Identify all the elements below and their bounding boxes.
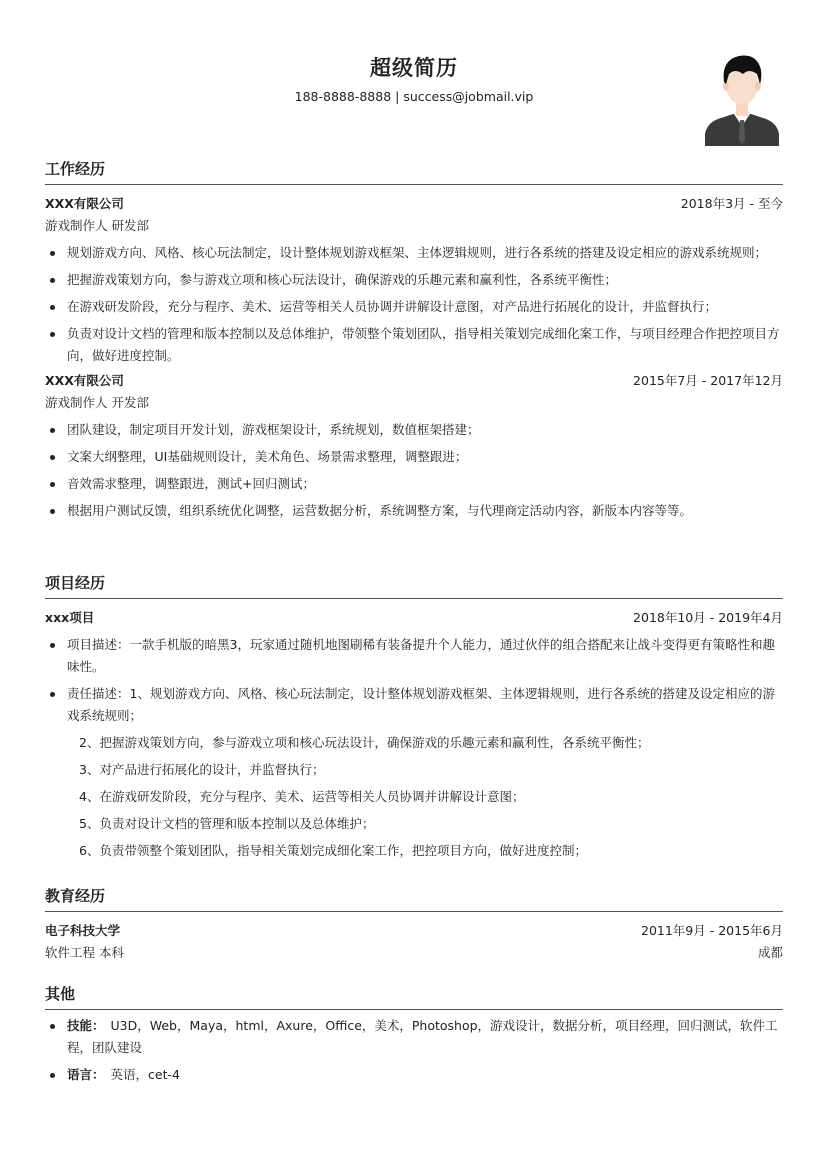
company-name: XXX有限公司	[45, 373, 124, 388]
other-section	[45, 983, 783, 1086]
list-item: 负责对设计文档的管理和版本控制以及总体维护，带领整个策划团队，指导相关策划完成细化案工作，与项目经理合作把控项目方向，做好进度控制。	[45, 323, 783, 367]
project-name: xxx项目	[45, 610, 95, 625]
responsibility-item: 4、在游戏研发阶段，充分与程序、美术、运营等相关人员协调并讲解设计意图；	[79, 789, 525, 804]
list-item: 文案大纲整理，UI基础规则设计，美术角色、场景需求整理，调整跟进；	[45, 446, 783, 468]
contact-info: 188-8888-8888 | success@jobmail.vip	[294, 89, 534, 104]
education-date: 2011年9月 - 2015年6月	[641, 923, 783, 938]
job-date: 2018年3月 - 至今	[680, 196, 783, 211]
skills-label: 技能：	[67, 1018, 105, 1033]
language-label: 语言：	[67, 1067, 105, 1082]
job-role: 游戏制作人 开发部	[45, 395, 149, 410]
resume-header	[45, 52, 783, 108]
responsibility-item: 2、把握游戏策划方向，参与游戏立项和核心玩法设计，确保游戏的乐趣元素和赢利性，各系统平衡性；	[79, 735, 650, 750]
project-details	[45, 634, 783, 727]
list-item: 团队建设，制定项目开发计划，游戏框架设计，系统规划，数值框架搭建；	[45, 419, 783, 441]
work-section	[45, 158, 783, 522]
responsibility-item: 3、对产品进行拓展化的设计，并监督执行；	[79, 762, 325, 777]
job-header	[45, 193, 783, 215]
project-header	[45, 607, 783, 629]
project-section-title: 项目经历	[45, 572, 783, 599]
work-section-title: 工作经历	[45, 158, 783, 185]
school-name: 电子科技大学	[45, 923, 121, 938]
city: 成都	[757, 945, 783, 960]
list-item: 责任描述：1、规划游戏方向、风格、核心玩法制定，设计整体规划游戏框架、主体逻辑规则，进行各系统的搭建及设定相应的游戏系统规则；	[45, 683, 783, 727]
list-item: 音效需求整理，调整跟进，测试+回归测试；	[45, 473, 783, 495]
responsibility-item: 5、负责对设计文档的管理和版本控制以及总体维护；	[79, 816, 375, 831]
list-item: 在游戏研发阶段，充分与程序、美术、运营等相关人员协调并讲解设计意图，对产品进行拓展化的设计，并监督执行；	[45, 296, 783, 318]
job-header	[45, 370, 783, 392]
other-list	[45, 1015, 783, 1086]
other-section-title: 其他	[45, 983, 783, 1010]
project-section	[45, 572, 783, 862]
skills-item	[45, 1015, 783, 1059]
job-duties	[45, 242, 783, 367]
major: 软件工程 本科	[45, 945, 124, 960]
list-item: 规划游戏方向、风格、核心玩法制定，设计整体规划游戏框架、主体逻辑规则，进行各系统的搭建及设定相应的游戏系统规则；	[45, 242, 783, 264]
education-header	[45, 920, 783, 942]
language-value: 英语，cet-4	[110, 1067, 180, 1082]
job-entry	[45, 193, 783, 367]
job-role: 游戏制作人 研发部	[45, 218, 149, 233]
education-detail	[45, 942, 783, 964]
avatar	[705, 50, 779, 146]
education-section	[45, 885, 783, 964]
candidate-name: 超级简历	[370, 56, 458, 80]
job-duties	[45, 419, 783, 522]
resume-page	[45, 0, 783, 1169]
skills-value: U3D，Web，Maya，html，Axure，Office，美术，Photoshop，游戏设计，数据分析，项目经理，回归测试，软件工程，团队建设	[67, 1018, 778, 1055]
job-date: 2015年7月 - 2017年12月	[633, 373, 783, 388]
project-date: 2018年10月 - 2019年4月	[633, 610, 783, 625]
list-item: 把握游戏策划方向，参与游戏立项和核心玩法设计，确保游戏的乐趣元素和赢利性，各系统平衡性；	[45, 269, 783, 291]
responsibility-item: 6、负责带领整个策划团队，指导相关策划完成细化案工作，把控项目方向，做好进度控制；	[79, 843, 587, 858]
list-item: 项目描述：一款手机版的暗黑3，玩家通过随机地图刷稀有装备提升个人能力，通过伙伴的组合搭配来让战斗变得更有策略性和趣味性。	[45, 634, 783, 678]
company-name: XXX有限公司	[45, 196, 124, 211]
language-item	[45, 1064, 783, 1086]
education-section-title: 教育经历	[45, 885, 783, 912]
job-entry	[45, 370, 783, 522]
list-item: 根据用户测试反馈，组织系统优化调整，运营数据分析，系统调整方案，与代理商定活动内容，新版本内容等等。	[45, 500, 783, 522]
